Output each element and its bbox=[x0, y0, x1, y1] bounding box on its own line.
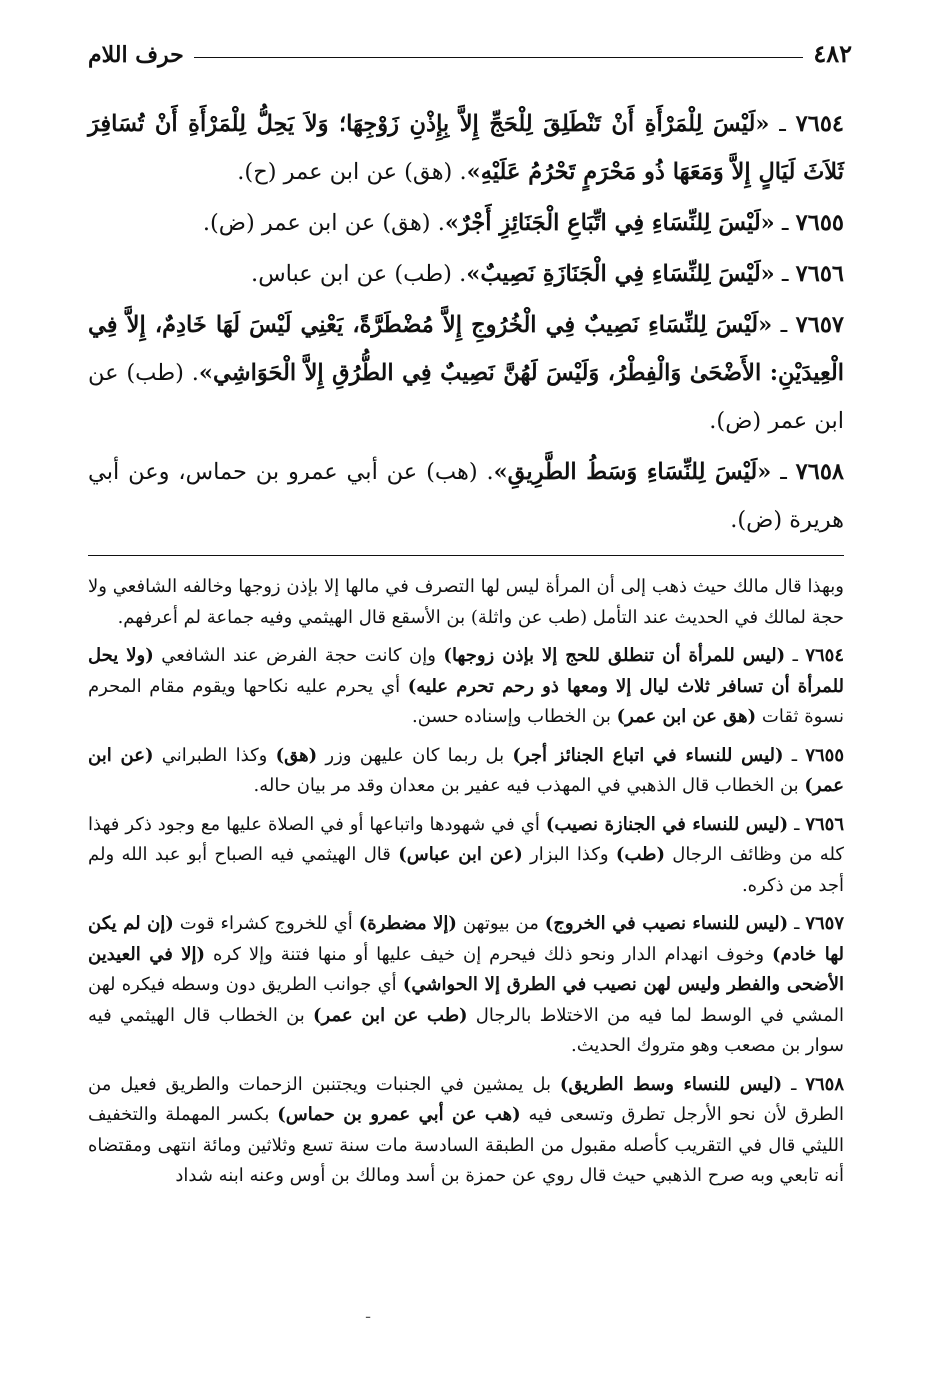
footer-mark: ـ bbox=[366, 1306, 371, 1322]
note-number: ٧٦٥٨ bbox=[805, 1073, 844, 1095]
note-quote: (إن لم يكن لها خادم) bbox=[88, 913, 844, 965]
note-text: بن الخطاب قال الذهبي في المهذب فيه عفير بن معدان وقد مر بيان حاله. bbox=[253, 775, 805, 796]
hadith-number: ٧٦٥٧ bbox=[795, 312, 844, 338]
running-title: حرف اللام bbox=[88, 42, 184, 68]
separator: ـ bbox=[788, 813, 806, 835]
note-text: أي في شهودها واتباعها أو في الصلاة عليها مع وجود ذكر فهذا كله من وظائف الرجال bbox=[88, 813, 844, 865]
separator: ـ bbox=[783, 744, 806, 766]
note-text: أي للخروج كشراء قوت bbox=[173, 913, 359, 934]
hadith-number: ٧٦٥٥ bbox=[795, 210, 844, 236]
note-text: بكسر المهملة والتخفيف الليثي قال في التقريب كأصله مقبول من الطبقة السادسة مات سنة تسع وثلاثين ومائة انتهى ومقتضاه أنه تابعي وبه صرح الذهبي حيث قال روي عن حمزة بن أسد ومالك بن أوس وعنه ابنه شداد bbox=[88, 1104, 844, 1186]
hadith-number: ٧٦٥٨ bbox=[795, 459, 845, 485]
hadith-source: . (هق) عن ابن عمر (ض). bbox=[202, 210, 445, 236]
note-number: ٧٦٥٦ bbox=[805, 813, 845, 835]
note-quote: (طب) bbox=[615, 844, 665, 865]
hadith-text: «لَيْسَ لِلنِّسَاءِ وَسَطُ الطَّرِيقِ» bbox=[493, 459, 772, 485]
note-number: ٧٦٥٤ bbox=[805, 645, 845, 666]
note-text: بل ربما كان عليهن وزر bbox=[317, 744, 513, 766]
commentary-intro: وبهذا قال مالك حيث ذهب إلى أن المرأة ليس لها التصرف في مالها إلا بإذن زوجها وخالفه الشافعي ولا حجة لمالك في الحديث عند التأمل (طب عن واثلة) بن الأسقع قال الهيثمي وفيه جماعة لم أعرفهم. bbox=[88, 576, 844, 628]
note-quote: (ليس للنساء في الجنازة نصيب) bbox=[545, 813, 789, 835]
hadith-text: «لَيْسَ لِلنِّسَاءِ فِي اتِّبَاعِ الْجَنَائِزِ أَجْرٌ» bbox=[444, 210, 775, 236]
note-quote: (هب عن أبي عمرو بن حماس) bbox=[277, 1104, 521, 1125]
note-quote: (ليس للنساء وسط الطريق) bbox=[559, 1073, 783, 1095]
note-number: ٧٦٥٧ bbox=[805, 913, 844, 934]
note-quote: (ليس للنساء في اتباع الجنائز أجر) bbox=[512, 744, 784, 766]
note-text: بن الخطاب وإسناده حسن. bbox=[411, 706, 617, 727]
note-quote: (عن ابن عباس) bbox=[398, 844, 523, 865]
note-text: أي يحرم عليه نكاحها ويقوم مقام المحرم نسوة ثقات bbox=[88, 675, 844, 727]
hadith-text: «لَيْسَ لِلنِّسَاءِ نَصِيبٌ فِي الْخُرُوجِ إِلاَّ مُضْطَرَّةً، يَعْنِي لَيْسَ لَهَا خَادِمٌ، إِلاَّ فِي الْعِيدَيْنِ: الأَضْحَىٰ وَالْفِطْرُ، وَلَيْسَ لَهُنَّ نَصِيبٌ فِي الطُّرُقِ إِلاَّ الْحَوَاشِي» bbox=[88, 312, 844, 386]
hadith-entry bbox=[88, 250, 844, 298]
hadith-source: . (هق) عن ابن عمر (ح). bbox=[237, 159, 467, 185]
hadith-text: «لَيْسَ لِلْمَرْأَةِ أَنْ تَنْطَلِقَ لِلْحَجِّ إِلاَّ بِإِذْنِ زَوْجِهَا؛ وَلاَ يَحِلُّ لِلْمَرْأَةِ أَنْ تُسَافِرَ ثَلاَثَ لَيَالٍ إِلاَّ وَمَعَهَا ذُو مَحْرَمٍ تَحْرُمُ عَلَيْهِ» bbox=[88, 111, 844, 185]
note-text: قال الهيثمي فيه الصباح أبو عبد الله ولم أجد من ذكره. bbox=[88, 844, 844, 896]
note-quote: (ليس للنساء نصيب في الخروج) bbox=[544, 913, 789, 934]
note-quote: (ليس للمرأة أن تنطلق للحج إلا بإذن زوجها) bbox=[443, 645, 786, 666]
hadith-number: ٧٦٥٤ bbox=[795, 111, 844, 137]
note-text: من بيوتهن bbox=[456, 913, 545, 934]
commentary bbox=[88, 572, 844, 1200]
commentary-note bbox=[88, 741, 844, 802]
hadith-entry bbox=[88, 100, 844, 196]
separator: ـ bbox=[782, 1073, 806, 1095]
note-text: وخوف انهدام الدار ونحو ذلك فيحرم إن خيف عليها أو منها فتنة وإلا كره bbox=[205, 943, 772, 965]
note-quote: (عن ابن عمر) bbox=[88, 744, 844, 796]
hadith-source: . (طب) عن ابن عباس. bbox=[251, 261, 467, 287]
separator: ـ bbox=[788, 913, 806, 934]
header-rule bbox=[194, 57, 804, 58]
hadith-text: «لَيْسَ لِلنِّسَاءِ فِي الْجَنَازَةِ نَصِيبٌ» bbox=[466, 261, 775, 287]
separator: ـ bbox=[769, 111, 796, 137]
note-quote: (ولا يحل للمرأة أن تسافر ثلاث ليال إلا ومعها ذو رحم تحرم عليه) bbox=[88, 645, 845, 697]
commentary-note bbox=[88, 641, 844, 733]
separator: ـ bbox=[774, 261, 796, 287]
hadith-list bbox=[88, 100, 844, 547]
note-text: أي جوانب الطريق دون وسطه فيكره لهن المشي في الوسط لما فيه من الاختلاط بالرجال bbox=[88, 974, 844, 1026]
note-text: وكذا الطبراني bbox=[153, 744, 276, 766]
separator: ـ bbox=[785, 645, 806, 666]
separator: ـ bbox=[774, 210, 796, 236]
note-text: بل يمشين في الجنبات ويجتنبن الزحمات والطريق فعيل من الطرق لأن نحو الأرجل تطرق وتسعى فيه bbox=[88, 1073, 844, 1125]
commentary-note bbox=[88, 909, 844, 1062]
page-header bbox=[88, 38, 852, 68]
footnote-divider bbox=[88, 555, 844, 556]
hadith-source: . (هب) عن أبي عمرو بن حماس، وعن أبي هريرة (ض). bbox=[88, 459, 844, 533]
hadith-entry bbox=[88, 448, 844, 544]
note-quote: (طب عن ابن عمر) bbox=[313, 1004, 468, 1026]
note-quote: (إلا مضطرة) bbox=[358, 913, 457, 934]
commentary-note bbox=[88, 810, 844, 902]
note-text: بن الخطاب قال الهيثمي فيه سوار بن مصعب وهو متروك الحديث. bbox=[88, 1004, 844, 1056]
note-text: وكذا البزار bbox=[522, 844, 616, 865]
hadith-entry bbox=[88, 199, 844, 247]
hadith-source: . (طب) عن ابن عمر (ض). bbox=[88, 360, 844, 434]
hadith-number: ٧٦٥٦ bbox=[795, 261, 844, 287]
hadith-entry bbox=[88, 301, 844, 445]
separator: ـ bbox=[771, 459, 796, 485]
separator: ـ bbox=[772, 312, 796, 338]
commentary-note bbox=[88, 1070, 844, 1192]
note-number: ٧٦٥٥ bbox=[805, 744, 844, 766]
page-number: ٤٨٢ bbox=[813, 39, 852, 68]
note-quote: (هق) bbox=[275, 744, 318, 766]
note-text: وإن كانت حجة الفرض عند الشافعي bbox=[153, 645, 444, 666]
note-quote: (هق عن ابن عمر) bbox=[616, 706, 757, 727]
note-quote: (إلا في العيدين الأضحى والفطر وليس لهن نصيب في الطرق إلا الحواشي) bbox=[88, 943, 844, 995]
